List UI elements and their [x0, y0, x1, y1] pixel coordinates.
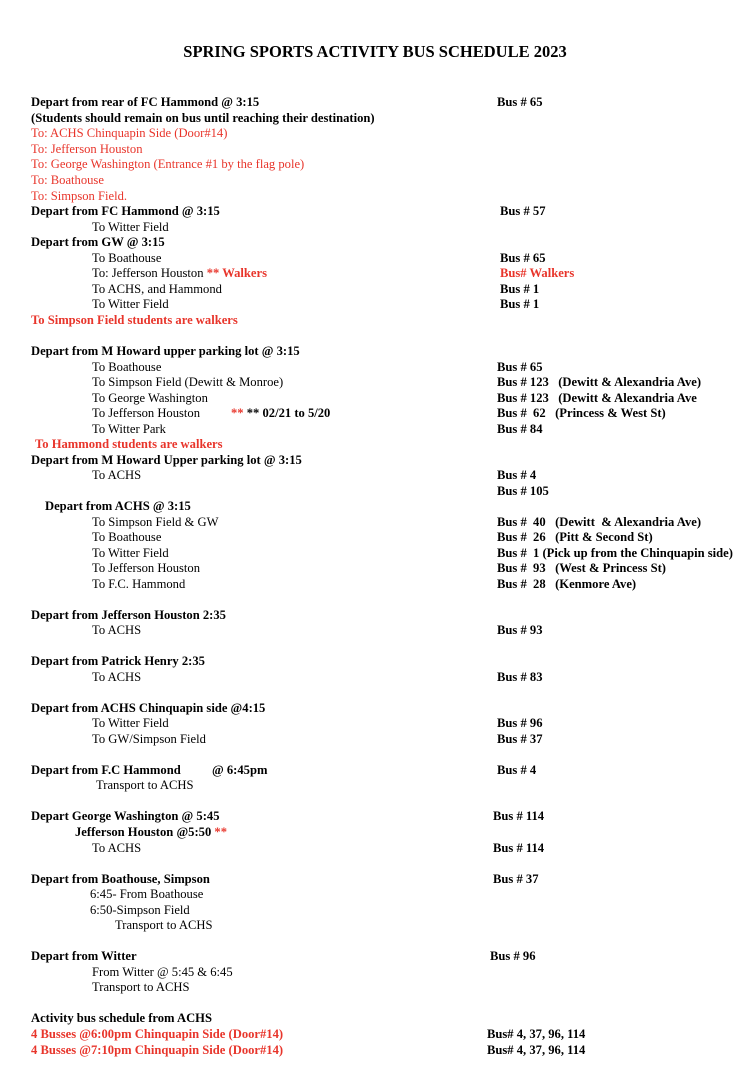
bus-number: Bus # 114 [493, 809, 545, 823]
bus-number: Bus # 123 (Dewitt & Alexandria Ave [497, 391, 697, 405]
destination: To: Boathouse [31, 173, 104, 187]
destination: To: Simpson Field. [31, 189, 128, 203]
destination: Transport to ACHS [92, 980, 190, 994]
section-heading: Depart from ACHS Chinquapin side @4:15 [31, 701, 266, 715]
destination: To Witter Field [92, 716, 169, 730]
section-heading: Depart from M Howard upper parking lot @ 3:15 [31, 344, 300, 358]
destination: To George Washington [92, 391, 208, 405]
bus-number: Bus # 1 [500, 282, 540, 296]
bus-number: Bus # 4 [497, 468, 537, 482]
date-range-note: ** ** 02/21 to 5/20 [231, 406, 331, 420]
destination: To Simpson Field & GW [92, 515, 219, 529]
bus-number: Bus# 4, 37, 96, 114 [487, 1027, 586, 1041]
destination: To: George Washington (Entrance #1 by the flag pole) [31, 157, 305, 171]
destination: 6:50-Simpson Field [90, 903, 190, 917]
activity-bus-row: 4 Busses @6:00pm Chinquapin Side (Door#14) [31, 1027, 284, 1041]
bus-number: Bus # 65 [500, 251, 546, 265]
bus-number: Bus # 96 [497, 716, 543, 730]
destination: To: Jefferson Houston ** Walkers [92, 266, 267, 280]
destination: To Witter Field [92, 546, 169, 560]
section-heading: Depart from GW @ 3:15 [31, 235, 165, 249]
destination: To GW/Simpson Field [92, 732, 206, 746]
walkers-note: To Hammond students are walkers [35, 437, 223, 451]
destination: To ACHS, and Hammond [92, 282, 222, 296]
section-heading: Depart George Washington @ 5:45 [31, 809, 220, 823]
bus-number: Bus # 40 (Dewitt & Alexandria Ave) [497, 515, 702, 529]
destination: Transport to ACHS [115, 918, 213, 932]
bus-number: Bus # 93 [497, 623, 543, 637]
bus-number: Bus # 26 (Pitt & Second St) [497, 530, 653, 544]
section-heading: Depart from F.C Hammond [31, 763, 181, 777]
section-heading: Depart from FC Hammond @ 3:15 [31, 204, 220, 218]
destination: To Witter Field [92, 297, 169, 311]
bus-number: Bus# 4, 37, 96, 114 [487, 1043, 586, 1057]
bus-number: Bus # 62 (Princess & West St) [497, 406, 666, 420]
destination: To F.C. Hammond [92, 577, 186, 591]
destination: To ACHS [92, 841, 142, 855]
walkers-note: To Simpson Field students are walkers [31, 313, 238, 327]
bus-number: Bus # 37 [493, 872, 539, 886]
destination: To ACHS [92, 468, 142, 482]
bus-number: Bus # 28 (Kenmore Ave) [497, 577, 637, 591]
bus-number: Bus# Walkers [500, 266, 575, 280]
destination: To: ACHS Chinquapin Side (Door#14) [31, 126, 228, 140]
destination: To Boathouse [92, 360, 162, 374]
destination: To Boathouse [92, 530, 162, 544]
destination: From Witter @ 5:45 & 6:45 [92, 965, 233, 979]
bus-number: Bus # 114 [493, 841, 545, 855]
section-heading: Jefferson Houston @5:50 ** [75, 825, 227, 839]
destination: Transport to ACHS [96, 778, 194, 792]
bus-number: Bus # 57 [500, 204, 546, 218]
bus-number: Bus # 1 (Pick up from the Chinquapin side) [497, 546, 733, 560]
bus-number: Bus # 84 [497, 422, 543, 436]
section-heading: Depart from Jefferson Houston 2:35 [31, 608, 226, 622]
destination: To Witter Field [92, 220, 169, 234]
note: (Students should remain on bus until reaching their destination) [31, 111, 375, 125]
bus-number: Bus # 105 [497, 484, 549, 498]
section-heading: Depart from Patrick Henry 2:35 [31, 654, 205, 668]
section-heading: Activity bus schedule from ACHS [31, 1011, 212, 1025]
bus-number: Bus # 37 [497, 732, 543, 746]
bus-number: Bus # 65 [497, 360, 543, 374]
section-heading: Depart from Witter [31, 949, 137, 963]
destination: To ACHS [92, 623, 142, 637]
destination: To Witter Park [92, 422, 166, 436]
bus-number: Bus # 96 [490, 949, 536, 963]
destination: To: Jefferson Houston [31, 142, 143, 156]
section-heading: Depart from rear of FC Hammond @ 3:15 [31, 95, 260, 109]
destination: 6:45- From Boathouse [90, 887, 204, 901]
destination: To Boathouse [92, 251, 162, 265]
bus-number: Bus # 93 (West & Princess St) [497, 561, 666, 575]
section-heading: Depart from ACHS @ 3:15 [45, 499, 191, 513]
bus-number: Bus # 1 [500, 297, 540, 311]
bus-number: Bus # 83 [497, 670, 543, 684]
departure-time: @ 6:45pm [212, 763, 268, 777]
destination: To Jefferson Houston [92, 406, 201, 420]
bus-number: Bus # 65 [497, 95, 543, 109]
destination: To Simpson Field (Dewitt & Monroe) [92, 375, 284, 389]
destination: To ACHS [92, 670, 142, 684]
section-heading: Depart from M Howard Upper parking lot @ 3:15 [31, 453, 302, 467]
page-title: SPRING SPORTS ACTIVITY BUS SCHEDULE 2023 [183, 42, 567, 61]
destination: To Jefferson Houston [92, 561, 201, 575]
activity-bus-row: 4 Busses @7:10pm Chinquapin Side (Door#14) [31, 1043, 284, 1057]
bus-number: Bus # 4 [497, 763, 537, 777]
walkers-note: ** Walkers [206, 266, 267, 280]
bus-number: Bus # 123 (Dewitt & Alexandria Ave) [497, 375, 702, 389]
section-heading: Depart from Boathouse, Simpson [31, 872, 210, 886]
